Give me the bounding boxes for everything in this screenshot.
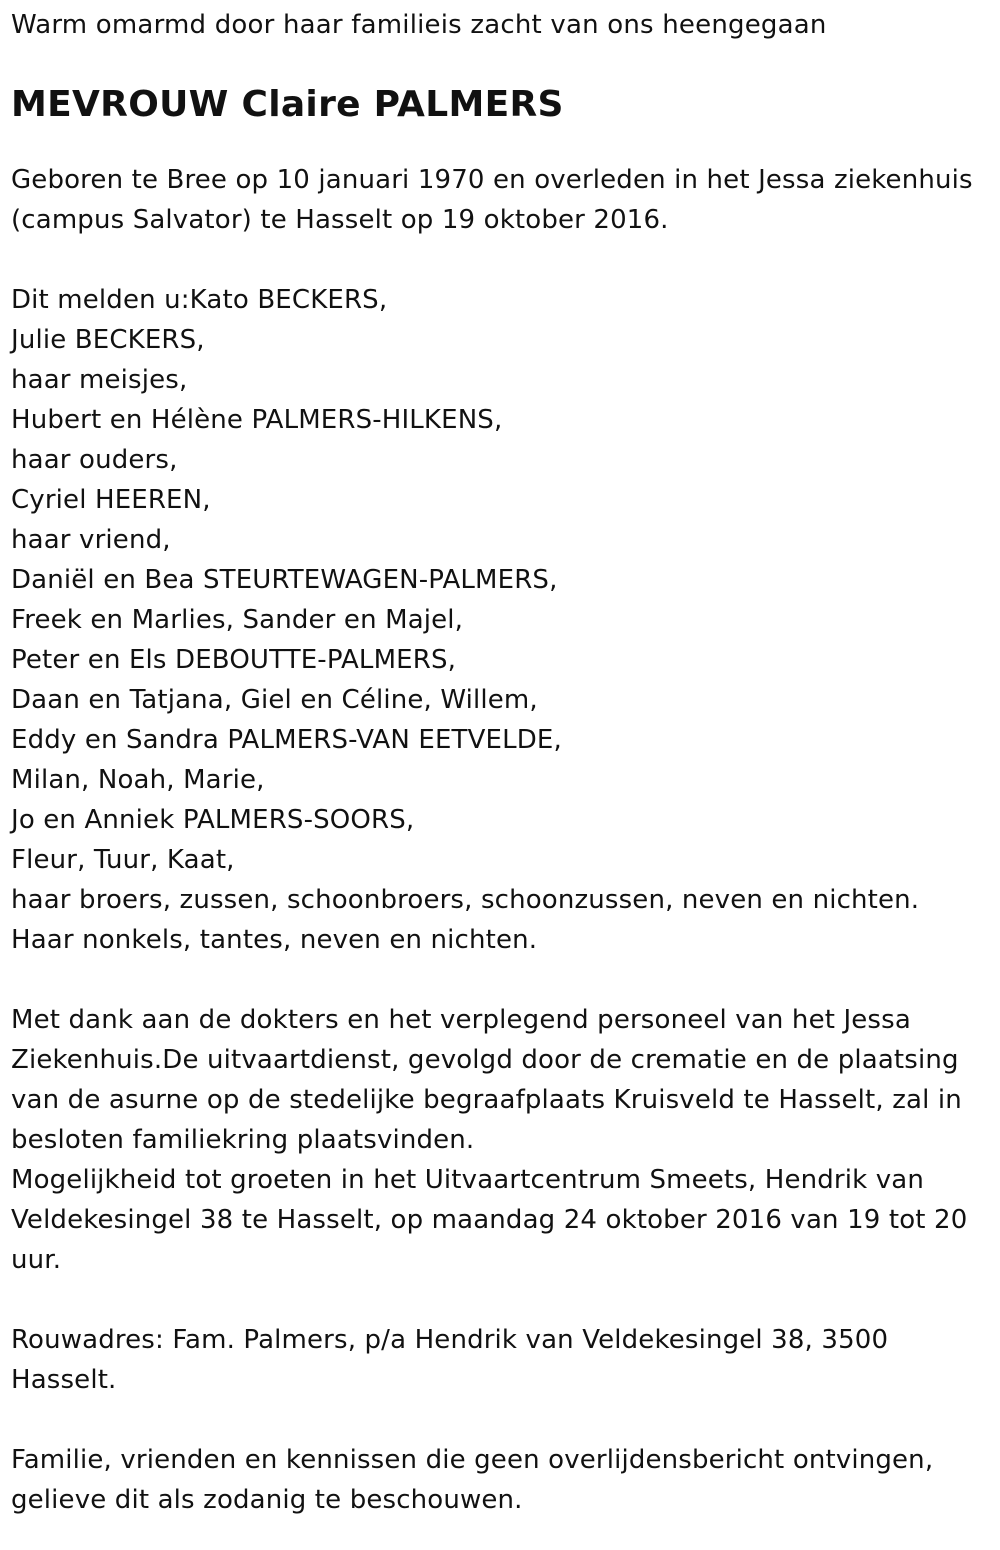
birth-death-paragraph [11,160,981,240]
closing-line: gelieve dit als zodanig te beschouwen. [11,1485,523,1515]
thanks-line: Veldekesingel 38 te Hasselt, op maandag 24 oktober 2016 van 19 tot 20 [11,1205,968,1235]
mourning-address-paragraph [11,1320,981,1400]
thanks-line: Met dank aan de dokters en het verplegend personeel van het Jessa [11,1005,911,1035]
announcement-line: Daniël en Bea STEURTEWAGEN-PALMERS, [11,565,558,595]
announcement-line: Daan en Tatjana, Giel en Céline, Willem, [11,685,538,715]
announcement-line: Freek en Marlies, Sander en Majel, [11,605,464,635]
thanks-line: besloten familiekring plaatsvinden. [11,1125,475,1155]
announcement-line: Eddy en Sandra PALMERS-VAN EETVELDE, [11,725,562,755]
thanks-line: Mogelijkheid tot groeten in het Uitvaartcentrum Smeets, Hendrik van [11,1165,924,1195]
announcement-line: Cyriel HEEREN, [11,485,211,515]
announcement-line: haar ouders, [11,445,178,475]
announcement-list [11,280,981,960]
birth-line: (campus Salvator) te Hasselt op 19 oktober 2016. [11,205,669,235]
address-line: Rouwadres: Fam. Palmers, p/a Hendrik van Veldekesingel 38, 3500 [11,1325,889,1355]
announcement-line: haar vriend, [11,525,171,555]
thanks-line: van de asurne op de stedelijke begraafplaats Kruisveld te Hasselt, zal in [11,1085,962,1115]
announcement-line: Hubert en Hélène PALMERS-HILKENS, [11,405,503,435]
deceased-name: MEVROUW Claire PALMERS [11,84,564,125]
announcement-line: Fleur, Tuur, Kaat, [11,845,235,875]
birth-line: Geboren te Bree op 10 januari 1970 en overleden in het Jessa ziekenhuis [11,165,973,195]
closing-line: Familie, vrienden en kennissen die geen overlijdensbericht ontvingen, [11,1445,934,1475]
thanks-line: Ziekenhuis.De uitvaartdienst, gevolgd door de crematie en de plaatsing [11,1045,959,1075]
announcement-line: Milan, Noah, Marie, [11,765,265,795]
closing-paragraph [11,1440,981,1520]
announcement-line: Haar nonkels, tantes, neven en nichten. [11,925,538,955]
thanks-line: uur. [11,1245,62,1275]
announcement-line: Jo en Anniek PALMERS-SOORS, [11,805,415,835]
intro-text: Warm omarmd door haar familieis zacht van ons heengegaan [11,10,827,40]
announcement-line: Julie BECKERS, [11,325,205,355]
announcement-line: Dit melden u:Kato BECKERS, [11,285,388,315]
thanks-and-service-paragraph [11,1000,981,1280]
address-line: Hasselt. [11,1365,117,1395]
announcement-line: haar meisjes, [11,365,188,395]
announcement-line: Peter en Els DEBOUTTE-PALMERS, [11,645,457,675]
announcement-line: haar broers, zussen, schoonbroers, schoonzussen, neven en nichten. [11,885,920,915]
